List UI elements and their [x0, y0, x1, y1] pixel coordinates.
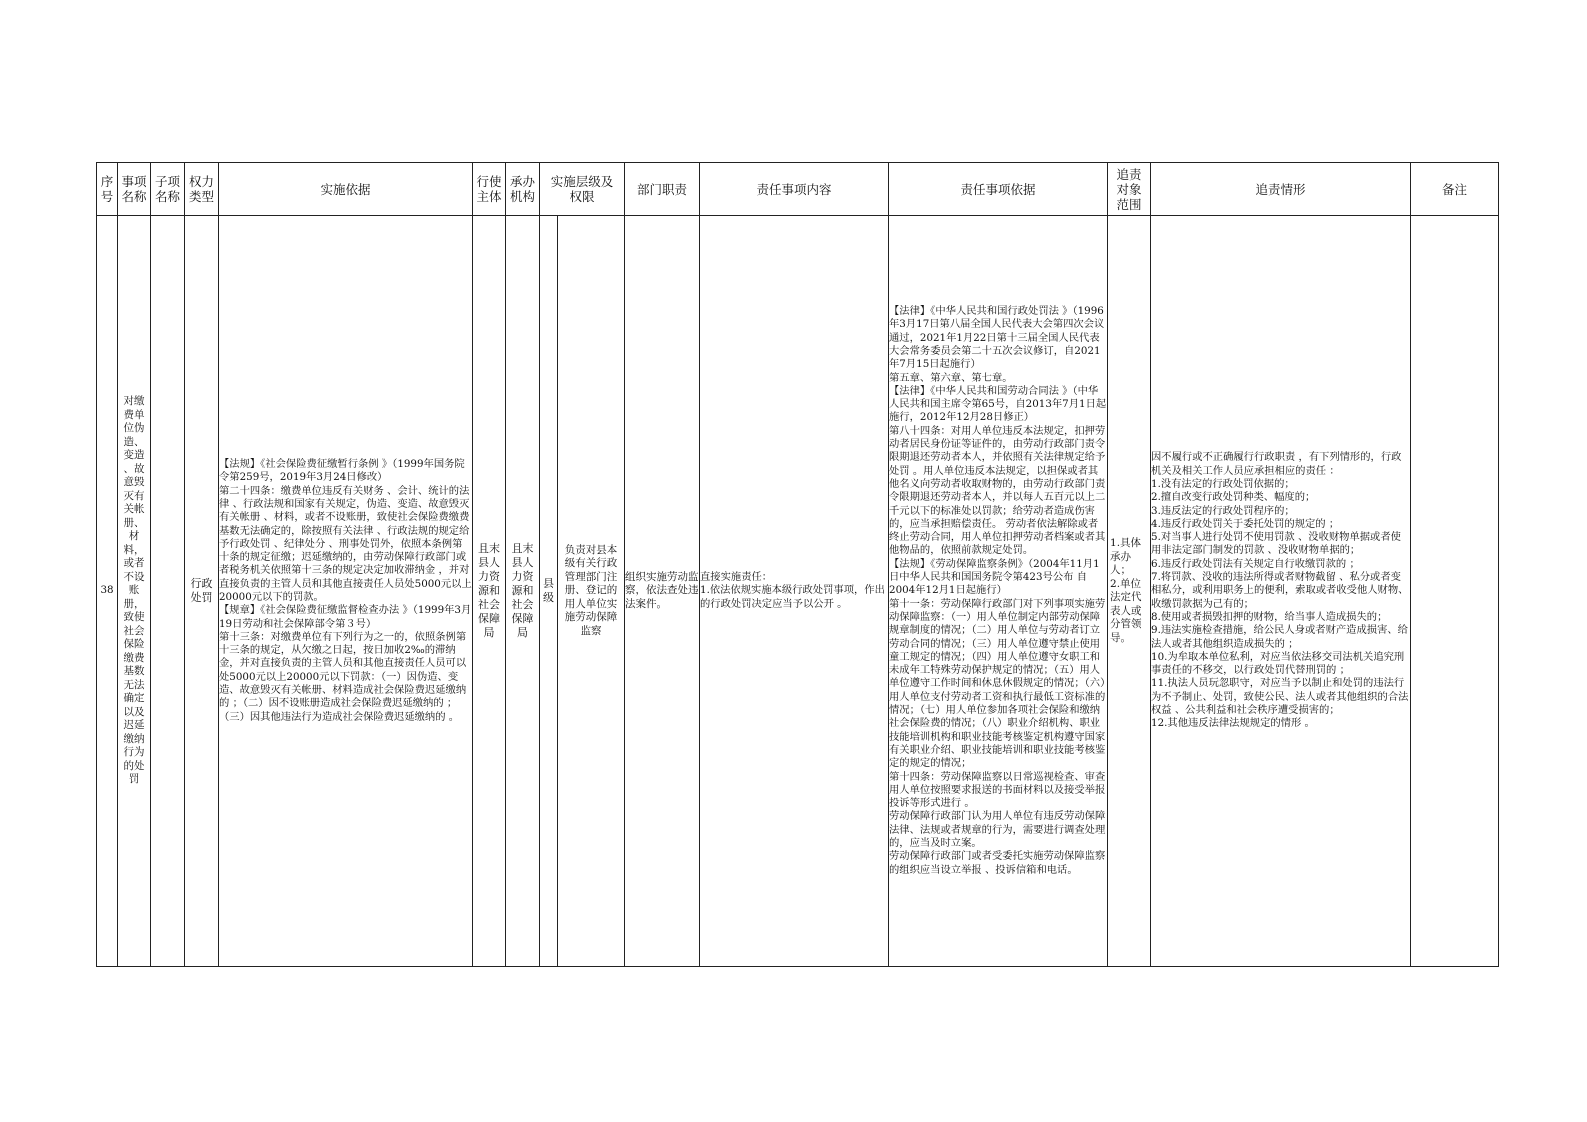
cell-resp-content: 直接实施责任： 1.依法依规实施本级行政处罚事项，作出的行政处罚决定应当予以公开 。	[700, 216, 889, 967]
header-accountability: 追责情形	[1151, 163, 1411, 216]
cell-seq: 38	[97, 216, 118, 967]
cell-remark	[1411, 216, 1499, 967]
header-basis: 实施依据	[219, 163, 473, 216]
cell-basis: 【法规】《社会保险费征缴暂行条例 》（1999年国务院令第259号，2019年3月24日修改） 第二十四条：缴费单位违反有关财务 、会计、统计的法律 、行政法规和国家有关规定，伪造、变造、故意毁灭有关帐册 、材料，或者不设账册，致使社会保险费缴费基数无法确定的，除按照有关法律 、行政法规的规定给予行政处罚 、纪律处分 、刑事处罚外，依照本条例第十条的规定征缴；迟延缴纳的，由劳动保障行政部门或者税务机关依照第十三条的规定决定加收滞纳金 ，并对直接负责的主管人员和其他直接责任人员处5000元以上20000元以下的罚款。 【规章】《社会保险费征缴监督检查办法 》（1999年3月19日劳动和社会保障部令第３号） 第十三条：对缴费单位有下列行为之一的，依照条例第十三条的规定，从欠缴之日起，按日加收2‰的滞纳金，并对直接负责的主管人员和其他直接责任人员可以处5000元以上20000元以下罚款：（一）因伪造、变造、故意毁灭有关帐册、材料造成社会保险费迟延缴纳的 ；（二）因不设账册造成社会保险费迟延缴纳的 ；（三）因其他违法行为造成社会保险费迟延缴纳的 。	[219, 216, 473, 967]
header-subject: 行使 主体	[473, 163, 506, 216]
header-level: 实施层级及 权限	[540, 163, 625, 216]
cell-power-type: 行政 处罚	[185, 216, 219, 967]
cell-resp-basis: 【法律】《中华人民共和国行政处罚法 》（1996年3月17日第八届全国人民代表大会第四次会议通过，2021年1月22日第十三届全国人民代表大会常务委员会第二十五次会议修订，自2021年7月15日起施行） 第五章、第六章、第七章。 【法律】《中华人民共和国劳动合同法 》（中华人民共和国主席令第65号，自2013年7月1日起施行，2012年12月28日修正） 第八十四条：对用人单位违反本法规定，扣押劳动者居民身份证等证件的，由劳动行政部门责令限期退还劳动者本人，并依照有关法律规定给予处罚 。用人单位违反本法规定，以担保或者其他名义向劳动者收取财物的，由劳动行政部门责令限期退还劳动者本人，并以每人五百元以上二千元以下的标准处以罚款；给劳动者造成伤害的，应当承担赔偿责任。 劳动者依法解除或者终止劳动合同，用人单位扣押劳动者档案或者其他物品的，依照前款规定处罚。 【法规】《劳动保障监察条例》（2004年11月1日中华人民共和国国务院令第423号公布 自2004年12月1日起施行） 第十一条：劳动保障行政部门对下列事项实施劳动保障监察：（一）用人单位制定内部劳动保障规章制度的情况；（二）用人单位与劳动者订立劳动合同的情况；（三）用人单位遵守禁止使用童工规定的情况；（四）用人单位遵守女职工和未成年工特殊劳动保护规定的情况；（五）用人单位遵守工作时间和休息休假规定的情况；（六）用人单位支付劳动者工资和执行最低工资标准的情况；（七）用人单位参加各项社会保险和缴纳社会保险费的情况；（八）职业介绍机构、职业技能培训机构和职业技能考核鉴定机构遵守国家有关职业介绍、职业技能培训和职业技能考核鉴定的规定的情况； 第十四条：劳动保障监察以日常巡视检查、审查用人单位按照要求报送的书面材料以及接受举报投诉等形式进行 。 劳动保障行政部门认为用人单位有违反劳动保障法律、法规或者规章的行为，需要进行调查处理的，应当及时立案。 劳动保障行政部门或者受委托实施劳动保障监察的组织应当设立举报 、投诉信箱和电话。	[889, 216, 1108, 967]
cell-duty: 组织实施劳动监察，依法查处违法案件。	[625, 216, 700, 967]
cell-item-name: 对缴 费单 位伪 造、 变造 、故 意毁 灭有 关帐 册、 材 料， 或者 不设 账 册， 致使 社会 保险 缴费 基数 无法 确定 以及 迟延 缴纳 行为 的处 罚	[118, 216, 151, 967]
header-power-type: 权力 类型	[185, 163, 219, 216]
header-duty: 部门职责	[625, 163, 700, 216]
cell-agency: 且末 县人 力资 源和 社会 保障 局	[506, 216, 540, 967]
header-sub-name: 子项 名称	[151, 163, 185, 216]
cell-subject: 且末 县人 力资 源和 社会 保障 局	[473, 216, 506, 967]
header-agency: 承办 机构	[506, 163, 540, 216]
cell-accountability: 因不履行或不正确履行行政职责 ，有下列情形的，行政机关及相关工作人员应承担相应的责任 ： 1.没有法定的行政处罚依据的； 2.擅自改变行政处罚种类、幅度的； 3.违反法定的行政处罚程序的； 4.违反行政处罚关于委托处罚的规定的 ； 5.对当事人进行处罚不使用罚款 、没收财物单据或者使用非法定部门制发的罚款 、没收财物单据的； 6.违反行政处罚法有关规定自行收缴罚款的 ； 7.将罚款、没收的违法所得或者财物截留 、私分或者变相私分，或利用职务上的便利，索取或者收受他人财物、收缴罚款据为己有的； 8.使用或者损毁扣押的财物，给当事人造成损失的； 9.违法实施检查措施，给公民人身或者财产造成损害、给法人或者其他组织造成损失的 ； 10.为牟取本单位私利，对应当依法移交司法机关追究刑事责任的不移交，以行政处罚代替刑罚的 ； 11.执法人员玩忽职守，对应当予以制止和处罚的违法行为不予制止、处罚，致使公民、法人或者其他组织的合法权益 、公共利益和社会秩序遭受损害的； 12.其他违反法律法规规定的情形 。	[1151, 216, 1411, 967]
responsibility-table	[96, 162, 1499, 967]
cell-level: 县 级	[540, 216, 558, 967]
header-accountability-scope: 追责 对象 范围	[1108, 163, 1151, 216]
table-row	[97, 216, 1499, 967]
header-resp-basis: 责任事项依据	[889, 163, 1108, 216]
header-row	[97, 163, 1499, 216]
cell-sub-name	[151, 216, 185, 967]
cell-level-scope: 负责对县本级有关行政管理部门注册、登记的用人单位实施劳动保障监察	[558, 216, 625, 967]
header-remark: 备注	[1411, 163, 1499, 216]
header-resp-content: 责任事项内容	[700, 163, 889, 216]
cell-accountability-scope: 1.具体承办人； 2.单位法定代表人或分管领导。	[1108, 216, 1151, 967]
header-seq: 序 号	[97, 163, 118, 216]
header-item-name: 事项 名称	[118, 163, 151, 216]
